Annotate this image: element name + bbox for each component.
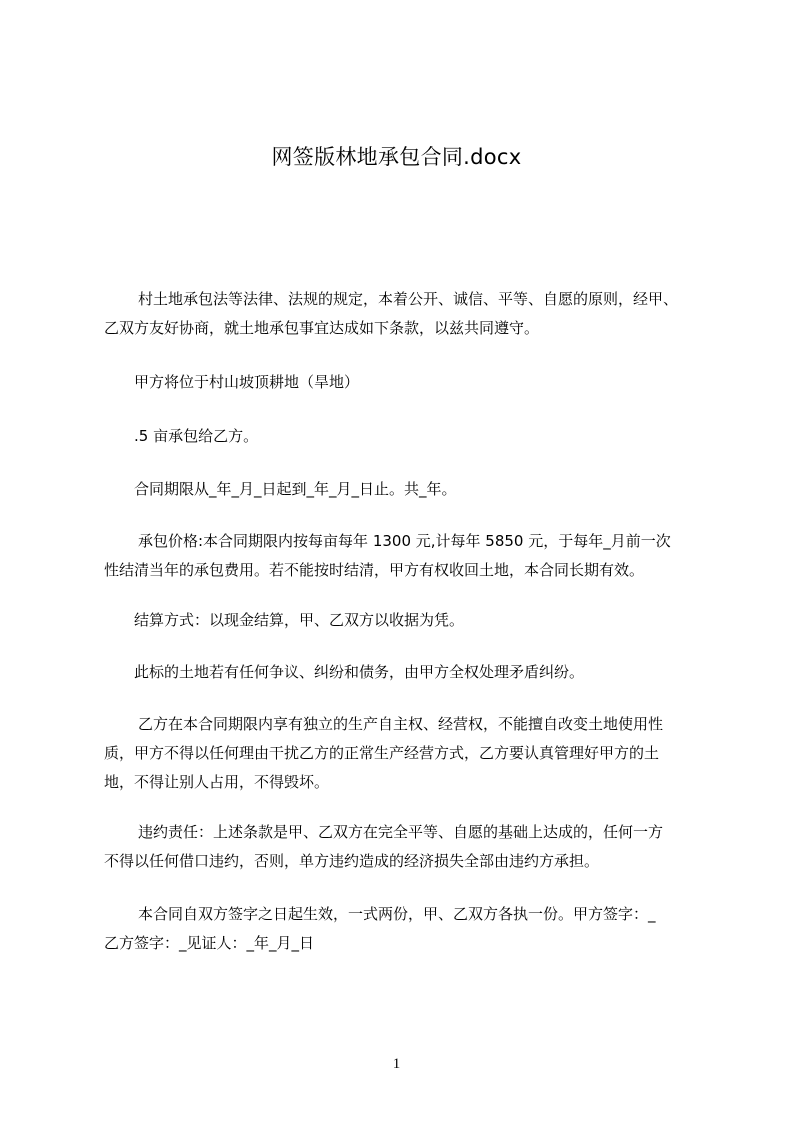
paragraph-disputes bbox=[104, 658, 710, 687]
page-number: 1 bbox=[392, 1056, 401, 1072]
paragraph-line: 性结清当年的承包费用。若不能按时结清，甲方有权收回土地，本合同长期有效。 bbox=[104, 561, 645, 579]
paragraph-line: 不得以任何借口违约，否则，单方违约造成的经济损失全部由违约方承担。 bbox=[104, 852, 600, 870]
paragraph-line: 乙方在本合同期限内享有独立的生产自主权、经营权，不能擅自改变土地使用性 bbox=[138, 715, 664, 733]
paragraph-line: 结算方式：以现金结算，甲、乙双方以收据为凭。 bbox=[134, 611, 465, 629]
paragraph-line: 本合同自双方签字之日起生效，一式两份，甲、乙双方各执一份。甲方签字：_ bbox=[138, 905, 656, 923]
paragraph-line: 甲方将位于村山坡顶耕地（旱地） bbox=[134, 373, 360, 391]
paragraph-party-b-rights bbox=[104, 710, 710, 797]
paragraph-line: 质，甲方不得以任何理由干扰乙方的正常生产经营方式，乙方要认真管理好甲方的土 bbox=[104, 744, 660, 762]
paragraph-contract-price bbox=[104, 527, 710, 585]
paragraph-line: .5 亩承包给乙方。 bbox=[134, 427, 259, 445]
paragraph-signatures bbox=[104, 900, 710, 958]
paragraph-line: 村土地承包法等法律、法规的规定，本着公开、诚信、平等、自愿的原则，经甲、 bbox=[138, 290, 679, 308]
paragraph-line: 承包价格:本合同期限内按每亩每年 1300 元,计每年 5850 元，于每年_月前一次 bbox=[138, 532, 671, 550]
paragraph-line: 乙双方友好协商，就土地承包事宜达成如下条款，以兹共同遵守。 bbox=[104, 319, 540, 337]
document-title: 网签版林地承包合同.docx bbox=[271, 145, 522, 169]
paragraph-land-location bbox=[104, 368, 710, 397]
paragraph-breach-liability bbox=[104, 818, 710, 876]
paragraph-line: 地，不得让别人占用，不得毁坏。 bbox=[104, 773, 330, 791]
paragraph-line: 违约责任：上述条款是甲、乙双方在完全平等、自愿的基础上达成的，任何一方 bbox=[138, 823, 664, 841]
paragraph-line: 合同期限从_年_月_日起到_年_月_日止。共_年。 bbox=[134, 480, 457, 498]
paragraph-contract-term bbox=[104, 475, 710, 504]
paragraph-land-law-preamble bbox=[104, 285, 710, 343]
paragraph-line: 乙方签字：_见证人：_年_月_日 bbox=[104, 934, 315, 952]
paragraph-area bbox=[104, 422, 710, 451]
paragraph-settlement-method bbox=[104, 606, 710, 635]
paragraph-line: 此标的土地若有任何争议、纠纷和债务，由甲方全权处理矛盾纠纷。 bbox=[134, 663, 585, 681]
